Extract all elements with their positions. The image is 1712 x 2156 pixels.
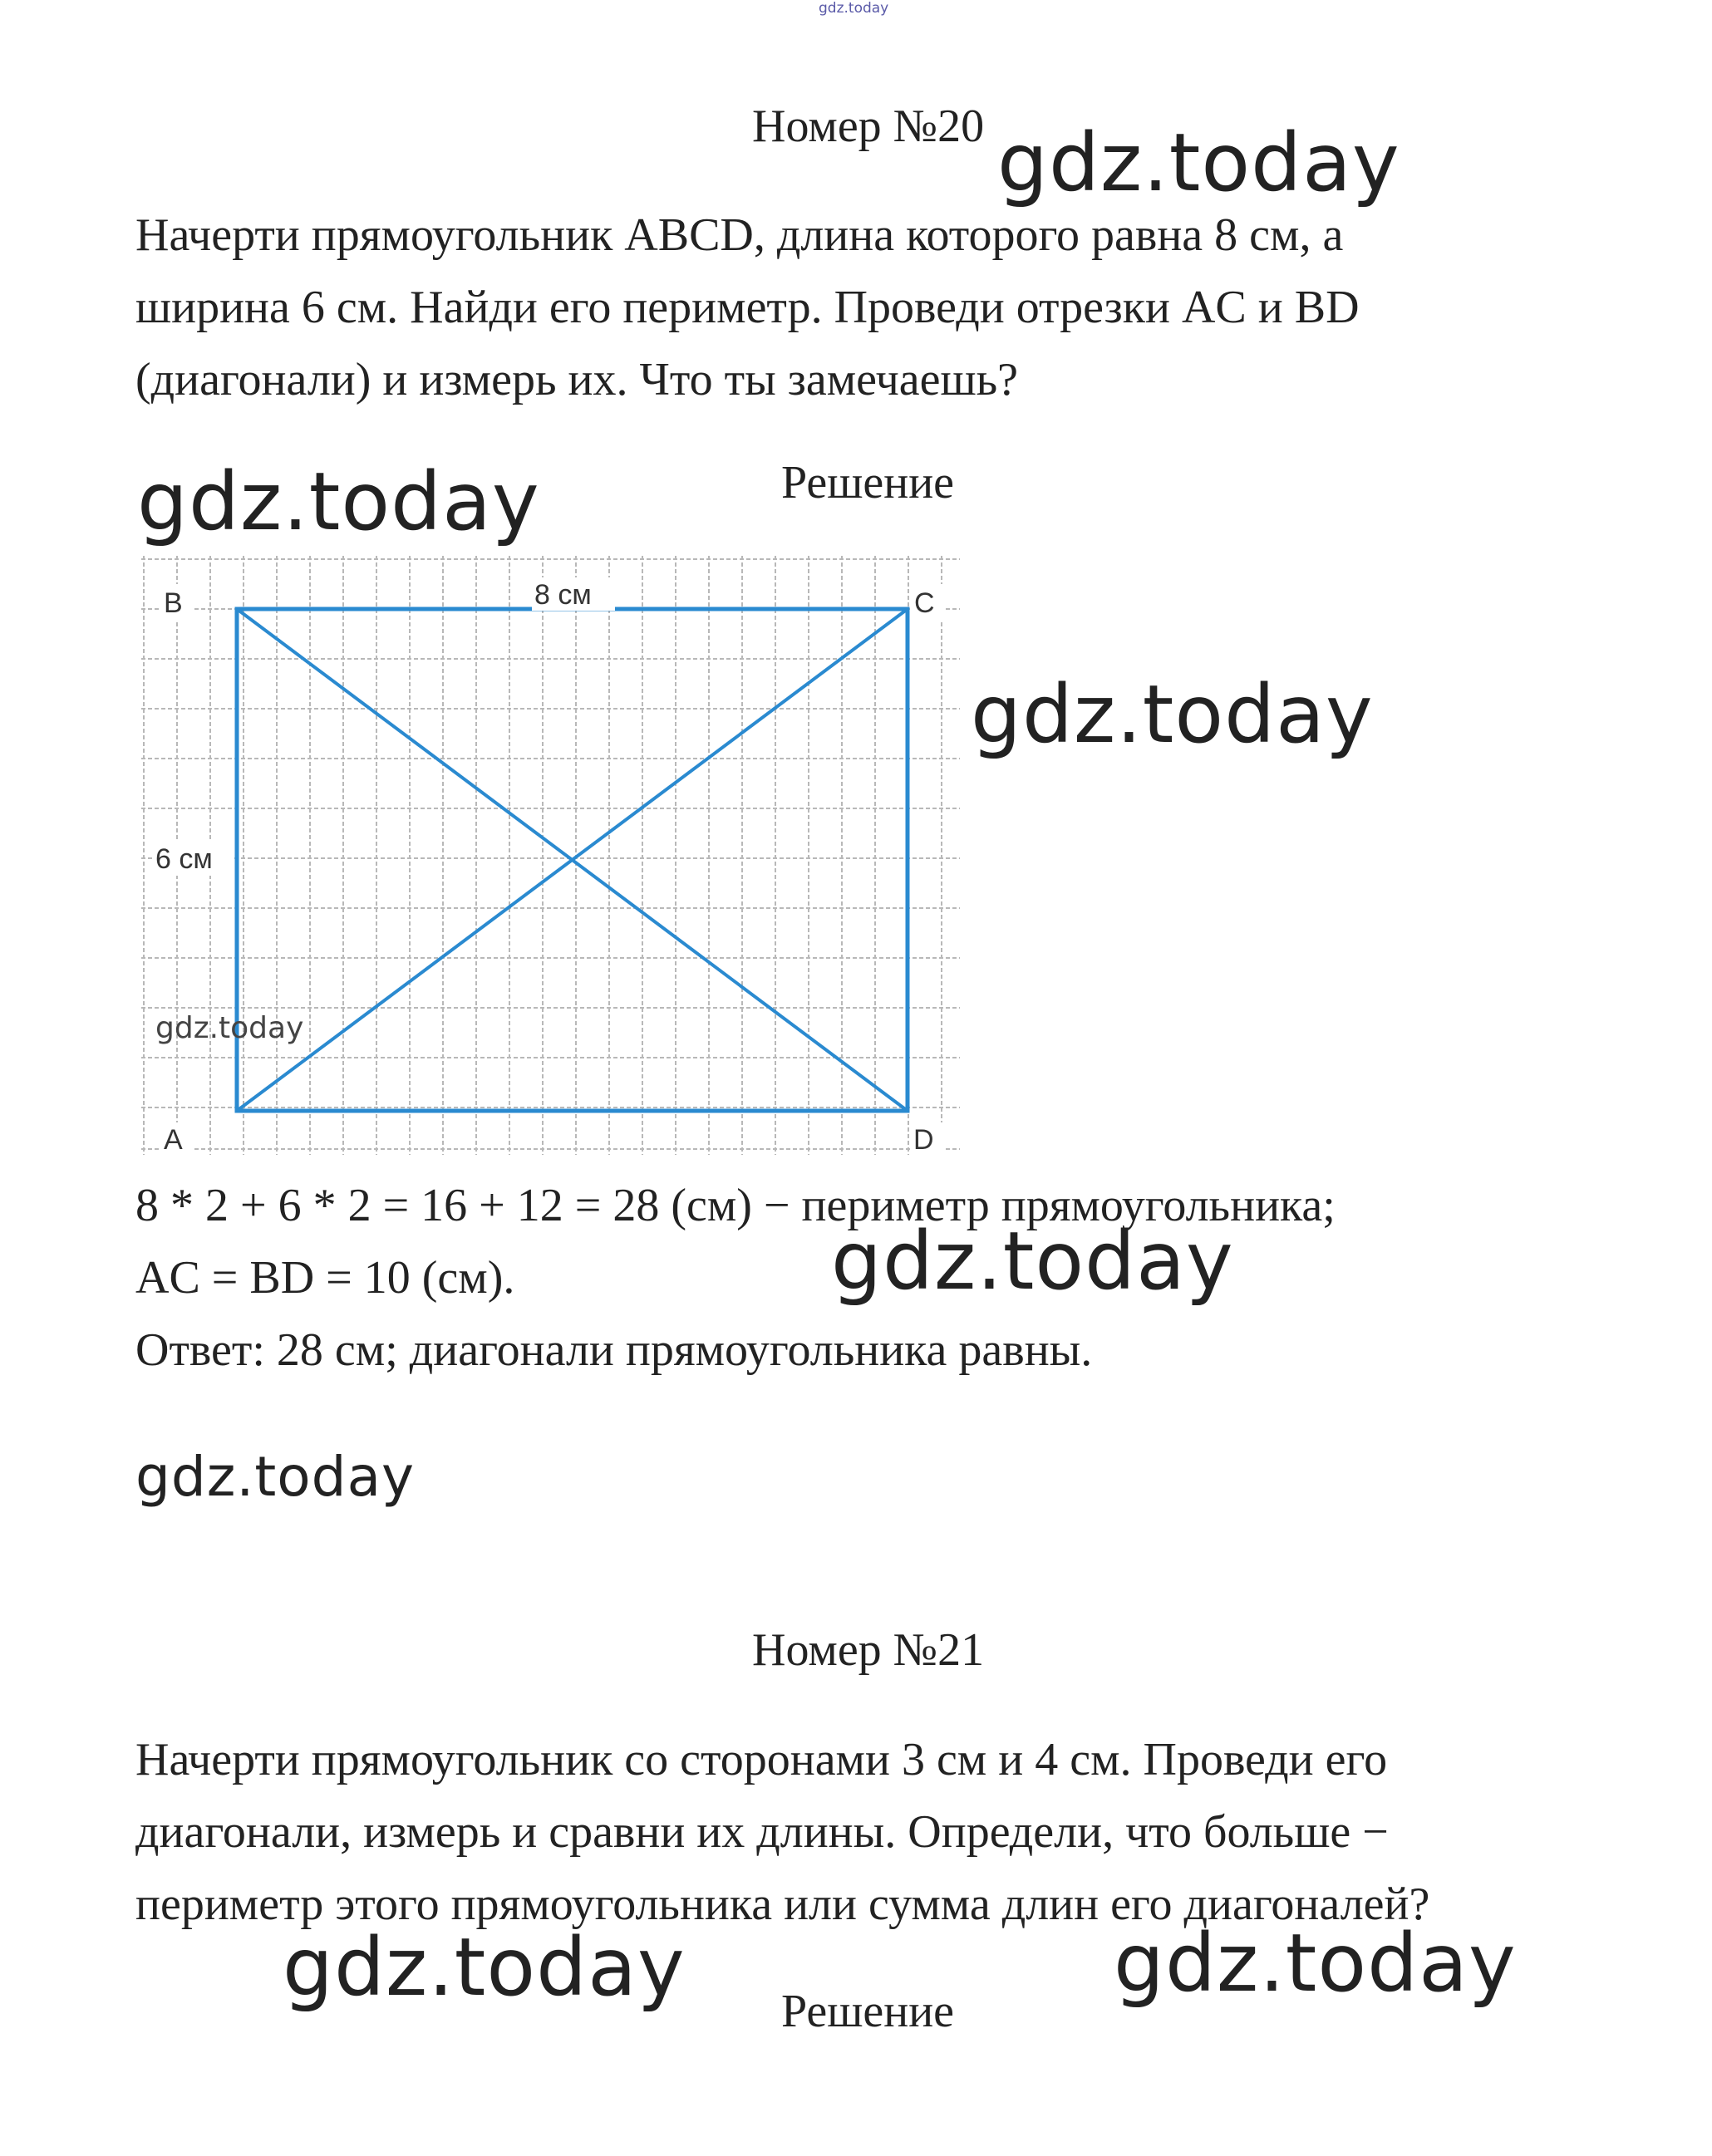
task-21-text	[135, 1724, 1429, 1941]
vertex-label-b: B	[164, 587, 183, 619]
task-21-title: Номер №21	[752, 1624, 985, 1676]
task-20-text-line: ширина 6 см. Найди его периметр. Проведи отрезки AC и BD	[135, 282, 1360, 333]
header-watermark: gdz.today	[819, 0, 889, 17]
task-21-solution-label: Решение	[781, 1986, 955, 2037]
watermark: gdz.today	[831, 1215, 1234, 1308]
watermark: gdz.today	[283, 1921, 686, 2014]
task-21-text-line: диагонали, измерь и сравни их длины. Определи, что больше −	[135, 1806, 1389, 1858]
width-label: 6 см	[155, 843, 213, 875]
watermark: gdz.today	[997, 116, 1400, 209]
solution-line: AC = BD = 10 (см).	[135, 1252, 515, 1304]
task-20-text	[135, 199, 1360, 416]
grid	[141, 556, 960, 1155]
vertex-label-a: A	[164, 1124, 183, 1156]
length-label: 8 см	[534, 579, 592, 611]
task-20-text-line: (диагонали) и измерь их. Что ты замечаешь?	[135, 354, 1018, 405]
watermark: gdz.today	[137, 455, 540, 548]
task-21-text-line: Начерти прямоугольник со сторонами 3 см и 4 см. Проведи его	[135, 1734, 1388, 1785]
task-20-text-line: Начерти прямоугольник ABCD, длина которого равна 8 см, а	[135, 209, 1344, 261]
solution-line: Ответ: 28 см; диагонали прямоугольника равны.	[135, 1324, 1093, 1376]
rectangle-figure	[137, 553, 968, 1159]
vertex-label-c: C	[914, 587, 935, 619]
watermark: gdz.today	[971, 668, 1374, 761]
task-21-text-line: периметр этого прямоугольника или сумма длин его диагоналей?	[135, 1879, 1430, 1930]
solution-line: 8 * 2 + 6 * 2 = 16 + 12 = 28 (см) − периметр прямоугольника;	[135, 1180, 1336, 1231]
task-20-title: Номер №20	[752, 101, 985, 152]
watermark: gdz.today	[135, 1445, 416, 1509]
vertex-label-d: D	[913, 1124, 934, 1156]
figure-watermark: gdz.today	[155, 1011, 304, 1045]
task-20-solution-label: Решение	[781, 457, 955, 508]
watermark: gdz.today	[1114, 1917, 1517, 2010]
